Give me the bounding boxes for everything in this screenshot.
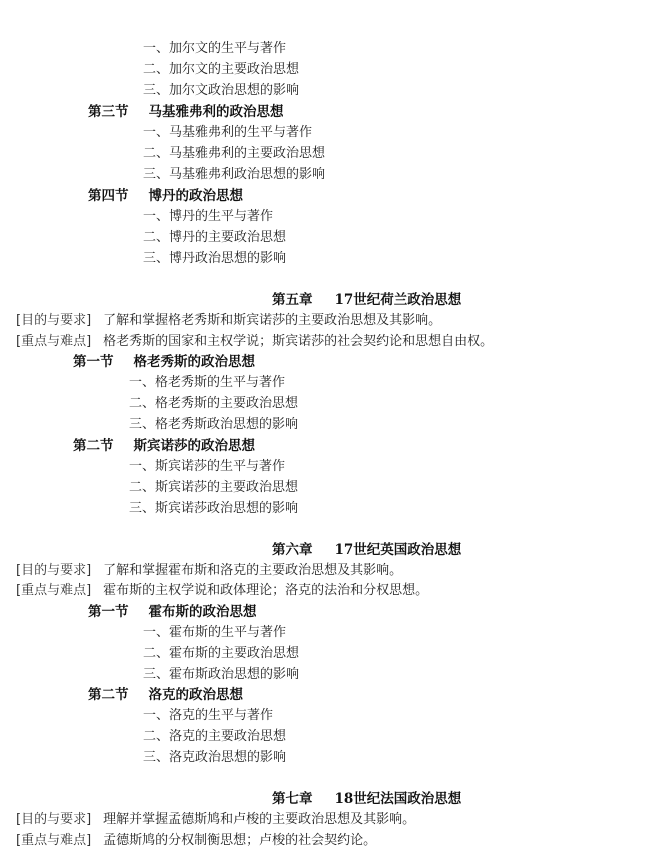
section-title: 格老秀斯的政治思想: [133, 354, 255, 370]
key-text: 霍布斯的主权学说和政体理论；洛克的法治和分权思想。: [103, 583, 429, 598]
goal-label: [目的与要求]: [16, 812, 92, 827]
chapter-number: 第六章: [272, 542, 313, 558]
chapter-title: 17世纪英国政治思想: [334, 542, 462, 558]
key-line: [16, 582, 428, 600]
section-number: 第三节: [88, 104, 129, 120]
toc-item: 三、加尔文政治思想的影响: [143, 83, 300, 98]
section-number: 第二节: [73, 438, 114, 454]
section-title: 斯宾诺莎的政治思想: [133, 438, 255, 454]
toc-item: 三、霍布斯政治思想的影响: [143, 667, 300, 682]
section-title: 马基雅弗利的政治思想: [148, 104, 284, 120]
chapter-number: 第五章: [272, 292, 313, 308]
key-line: [16, 832, 376, 850]
key-label: [重点与难点]: [16, 833, 92, 848]
key-text: 孟德斯鸠的分权制衡思想；卢梭的社会契约论。: [103, 833, 377, 848]
goal-label: [目的与要求]: [16, 313, 92, 328]
goal-text: 了解和掌握霍布斯和洛克的主要政治思想及其影响。: [103, 563, 403, 578]
chapter-heading: [272, 291, 461, 309]
section-title: 霍布斯的政治思想: [148, 604, 257, 620]
chapter-number: 第七章: [272, 791, 313, 807]
section-number: 第一节: [73, 354, 114, 370]
toc-item: 一、格老秀斯的生平与著作: [129, 375, 286, 390]
section-heading: [73, 437, 255, 455]
section-title: 洛克的政治思想: [148, 687, 243, 703]
key-label: [重点与难点]: [16, 334, 92, 349]
section-heading: [88, 187, 243, 205]
toc-item: 一、洛克的生平与著作: [143, 708, 274, 723]
toc-item: 一、博丹的生平与著作: [143, 209, 274, 224]
toc-item: 一、霍布斯的生平与著作: [143, 625, 287, 640]
section-heading: [88, 686, 243, 704]
toc-item: 一、马基雅弗利的生平与著作: [143, 125, 313, 140]
toc-item: 二、格老秀斯的主要政治思想: [129, 396, 299, 411]
goal-text: 理解并掌握孟德斯鸠和卢梭的主要政治思想及其影响。: [103, 812, 416, 827]
toc-item: 三、格老秀斯政治思想的影响: [129, 417, 299, 432]
section-number: 第二节: [88, 687, 129, 703]
toc-item: 三、洛克政治思想的影响: [143, 750, 287, 765]
toc-item: 二、加尔文的主要政治思想: [143, 62, 300, 77]
chapter-title: 18世纪法国政治思想: [334, 791, 462, 807]
toc-item: 三、博丹政治思想的影响: [143, 251, 287, 266]
toc-item: 二、洛克的主要政治思想: [143, 729, 287, 744]
section-number: 第四节: [88, 188, 129, 204]
goal-line: [16, 312, 441, 330]
section-heading: [73, 353, 255, 371]
key-line: [16, 333, 493, 351]
toc-item: 二、马基雅弗利的主要政治思想: [143, 146, 326, 161]
chapter-heading: [272, 541, 461, 559]
toc-item: 二、霍布斯的主要政治思想: [143, 646, 300, 661]
chapter-title: 17世纪荷兰政治思想: [334, 292, 462, 308]
section-heading: [88, 603, 257, 621]
toc-item: 一、斯宾诺莎的生平与著作: [129, 459, 286, 474]
goal-line: [16, 562, 402, 580]
toc-item: 一、加尔文的生平与著作: [143, 41, 287, 56]
key-label: [重点与难点]: [16, 583, 92, 598]
goal-label: [目的与要求]: [16, 563, 92, 578]
toc-item: 二、斯宾诺莎的主要政治思想: [129, 480, 299, 495]
toc-item: 三、斯宾诺莎政治思想的影响: [129, 501, 299, 516]
toc-item: 三、马基雅弗利政治思想的影响: [143, 167, 326, 182]
section-heading: [88, 103, 284, 121]
key-text: 格老秀斯的国家和主权学说；斯宾诺莎的社会契约论和思想自由权。: [103, 334, 494, 349]
section-number: 第一节: [88, 604, 129, 620]
chapter-heading: [272, 790, 461, 808]
goal-text: 了解和掌握格老秀斯和斯宾诺莎的主要政治思想及其影响。: [103, 313, 442, 328]
section-title: 博丹的政治思想: [148, 188, 243, 204]
toc-item: 二、博丹的主要政治思想: [143, 230, 287, 245]
goal-line: [16, 811, 415, 829]
